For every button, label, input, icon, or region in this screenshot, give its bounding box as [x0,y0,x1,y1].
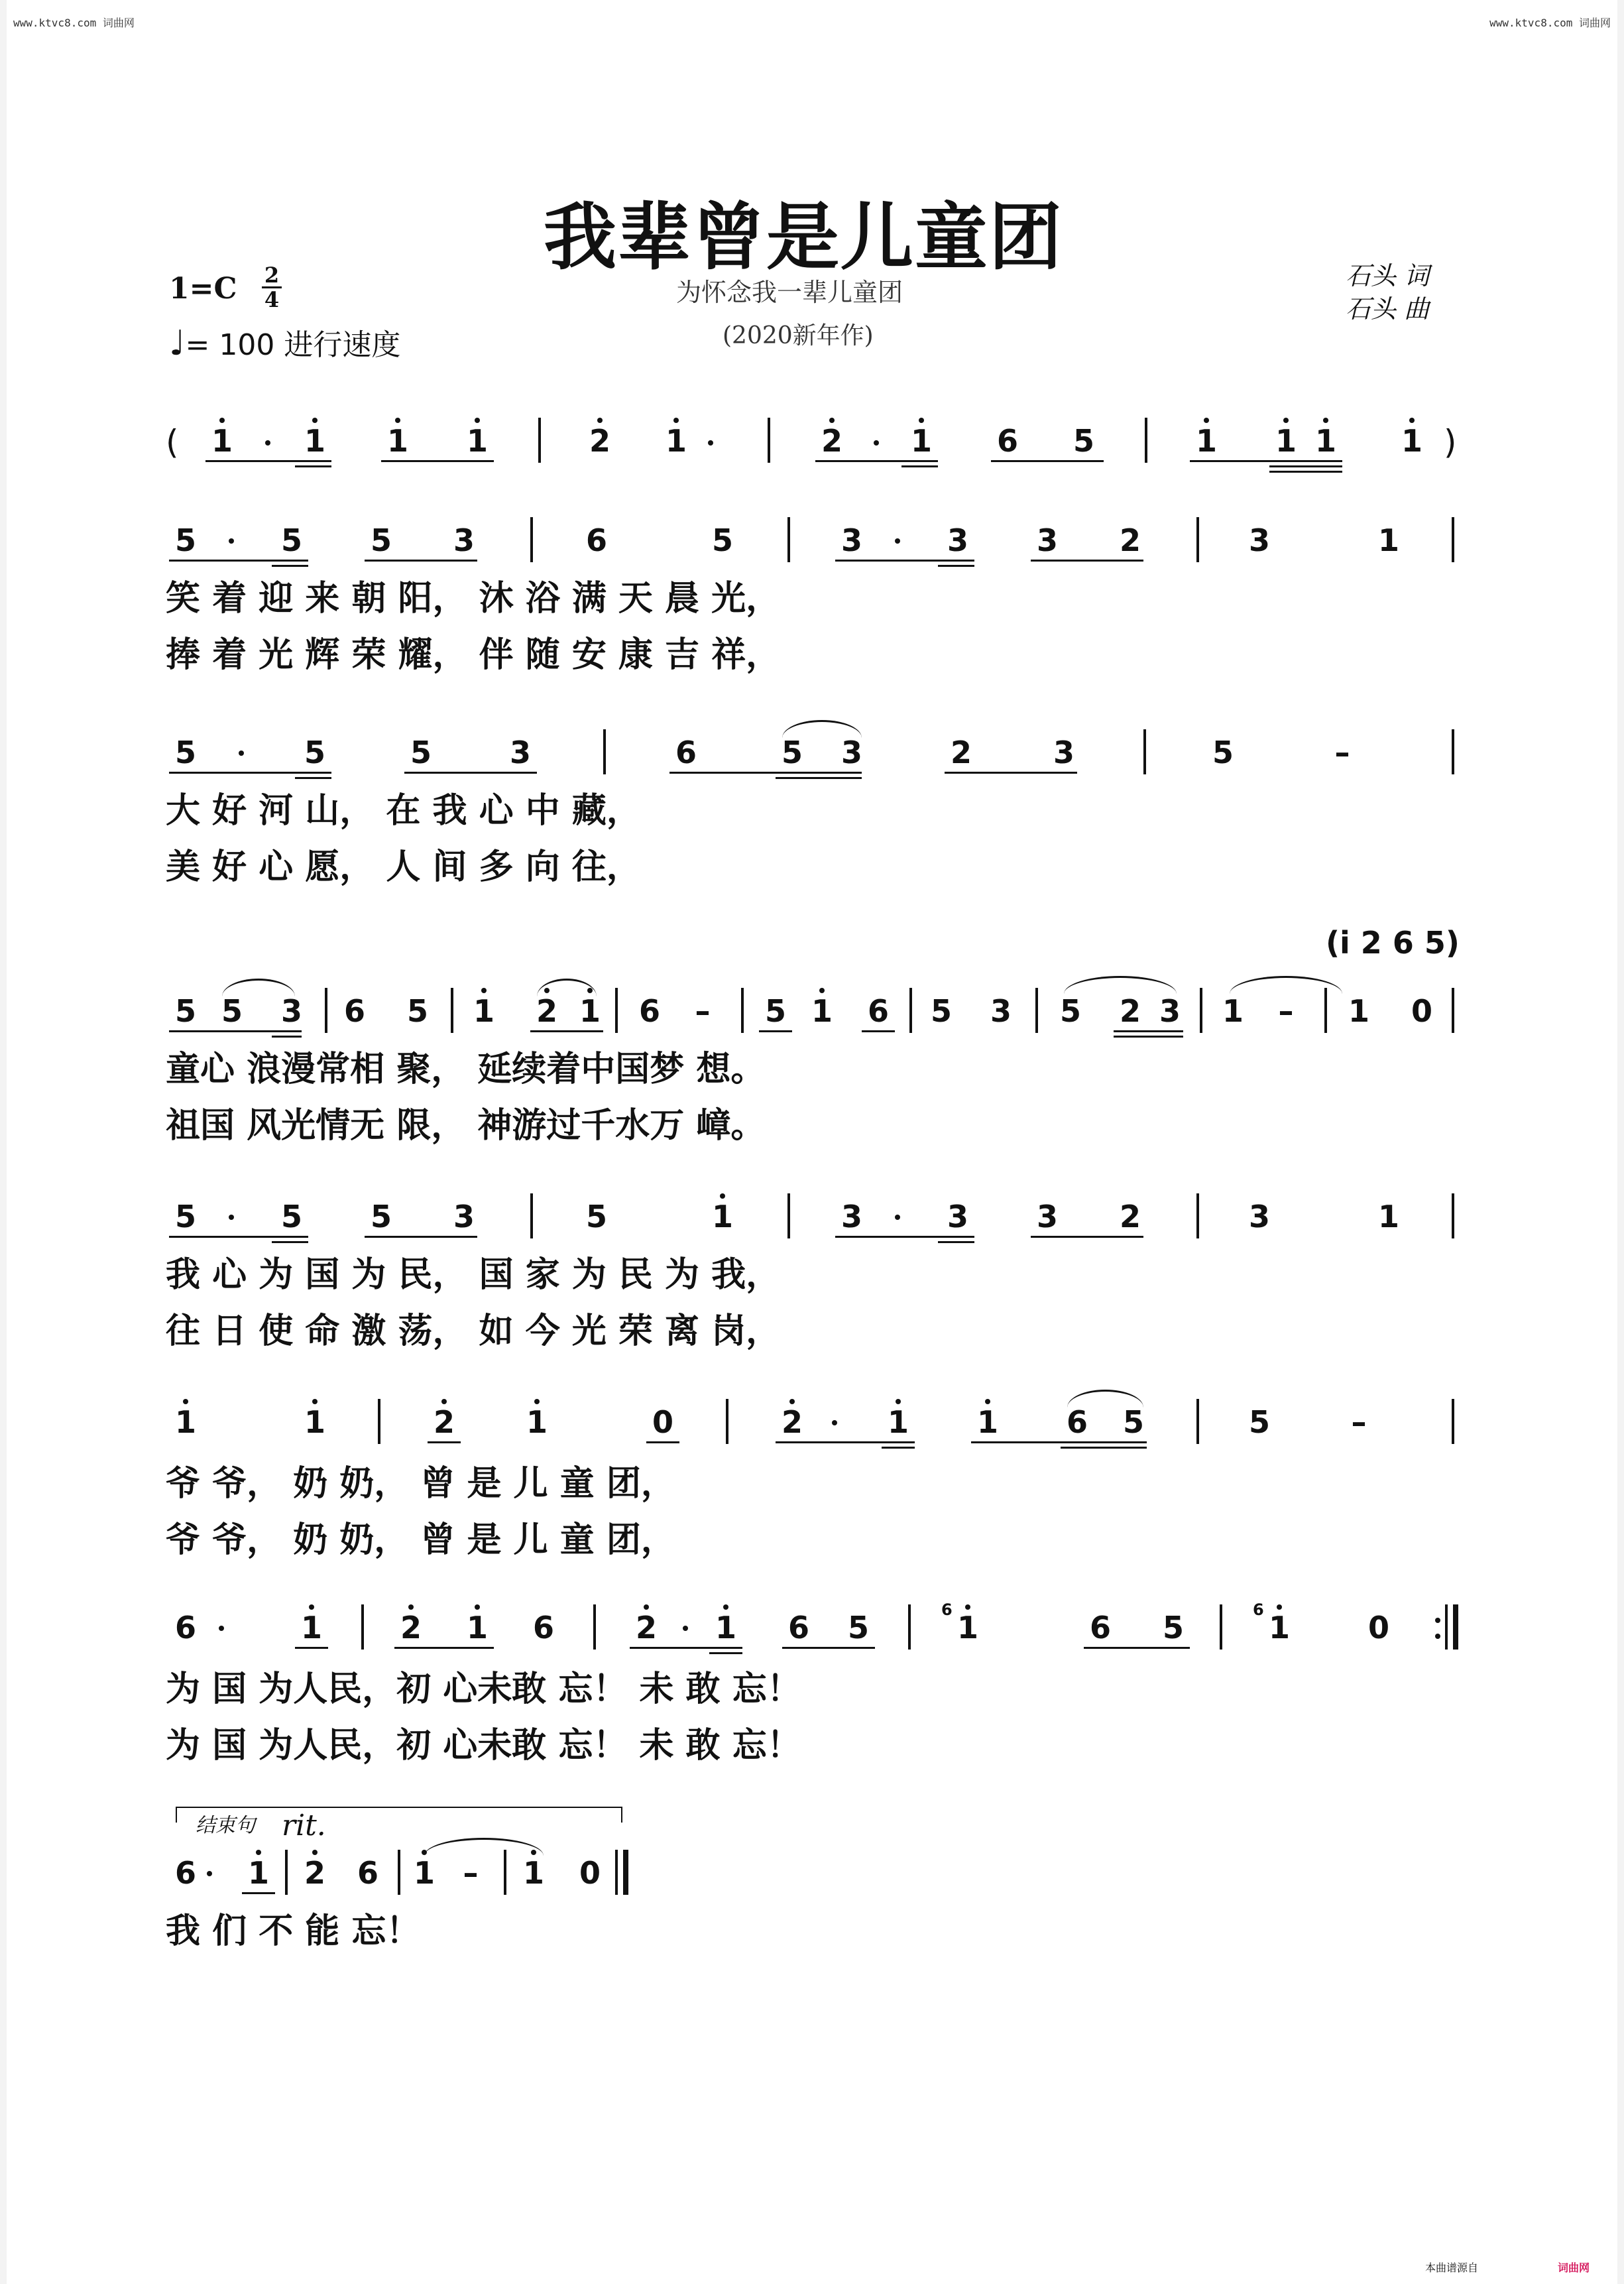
staff-line-intro: ( 1 1 1 1 2 1 2 1 6 5 1 1 1 1 ) [0,404,1624,477]
lyric-line-1a: 笑 着 迎 来 朝 阳， 沐 浴 满 天 晨 光， [166,579,781,619]
pickup-phrase: (i 2 6 5) [1326,925,1460,961]
lyric-line-6b: 为 国 为人民，初 心未敢 忘！ 未 敢 忘！ [166,1726,801,1766]
composer: 石头 曲 [1346,294,1430,324]
quarter-note-icon: ♩ [169,324,186,363]
footer-brand-logo: 词曲网 [1558,2261,1590,2274]
staff-line-4: 5 5 5 3 5 1 3 3 3 2 3 1 [0,1180,1624,1253]
lyric-line-3a: 童心 浪漫常相 聚， 延续着中国梦 想。 [166,1050,766,1089]
song-subtitle: 为怀念我一辈儿童团 [676,278,903,307]
tempo-marking: ♩= 100 进行速度 [169,324,401,363]
year-note: (2020新年作) [723,322,874,349]
staff-line-2: 5 5 5 3 6 5 3 2 3 5 – [0,716,1624,789]
ending-label: 结束句 [196,1814,255,1837]
time-signature: 2 4 [262,265,282,310]
lyric-line-4a: 我 心 为 国 为 民， 国 家 为 民 为 我， [166,1255,781,1295]
lyric-line-1b: 捧 着 光 辉 荣 耀， 伴 随 安 康 吉 祥， [166,635,781,675]
lyric-line-ending: 我 们 不 能 忘！ [166,1911,421,1951]
staff-line-6: 6 1 2 1 6 2 1 6 5 6 1 6 5 6 1 0 [0,1591,1624,1664]
key-signature: 1=C [169,272,237,306]
staff-line-1: 5 5 5 3 6 5 3 3 3 2 3 1 [0,504,1624,577]
lyric-line-2b: 美 好 心 愿， 人 间 多 向 往， [166,847,641,887]
staff-line-3: 5 5 3 6 5 1 2 1 6 – 5 1 6 5 3 5 2 3 1 – 1 0 [0,975,1624,1048]
staff-line-ending: 6 1 2 6 1 – 1 0 [0,1836,1624,1909]
lyric-line-4b: 往 日 使 命 激 荡， 如 今 光 荣 离 岗， [166,1311,781,1351]
site-watermark-right: www.ktvc8.com 词曲网 [1489,17,1611,29]
footer-source-text: 本曲谱源自 [1425,2261,1479,2274]
lyric-line-5b: 爷 爷， 奶 奶， 曾 是 儿 童 团， [166,1520,675,1560]
right-margin-strip [1617,0,1624,2284]
lyric-line-3b: 祖国 风光情无 限， 神游过千水万 嶂。 [166,1106,766,1146]
lyric-line-6a: 为 国 为人民，初 心未敢 忘！ 未 敢 忘！ [166,1669,801,1709]
lyricist: 石头 词 [1346,261,1430,290]
lyric-line-5a: 爷 爷， 奶 奶， 曾 是 儿 童 团， [166,1464,675,1504]
song-title: 我辈曾是儿童团 [544,195,1063,280]
left-margin-strip [0,0,7,2284]
lyric-line-2a: 大 好 河 山， 在 我 心 中 藏， [166,791,641,831]
staff-line-5: 1 1 2 1 0 2 1 1 6 5 5 – [0,1386,1624,1459]
site-watermark-left: www.ktvc8.com 词曲网 [13,17,135,29]
rit-marking: rit. [282,1809,326,1842]
